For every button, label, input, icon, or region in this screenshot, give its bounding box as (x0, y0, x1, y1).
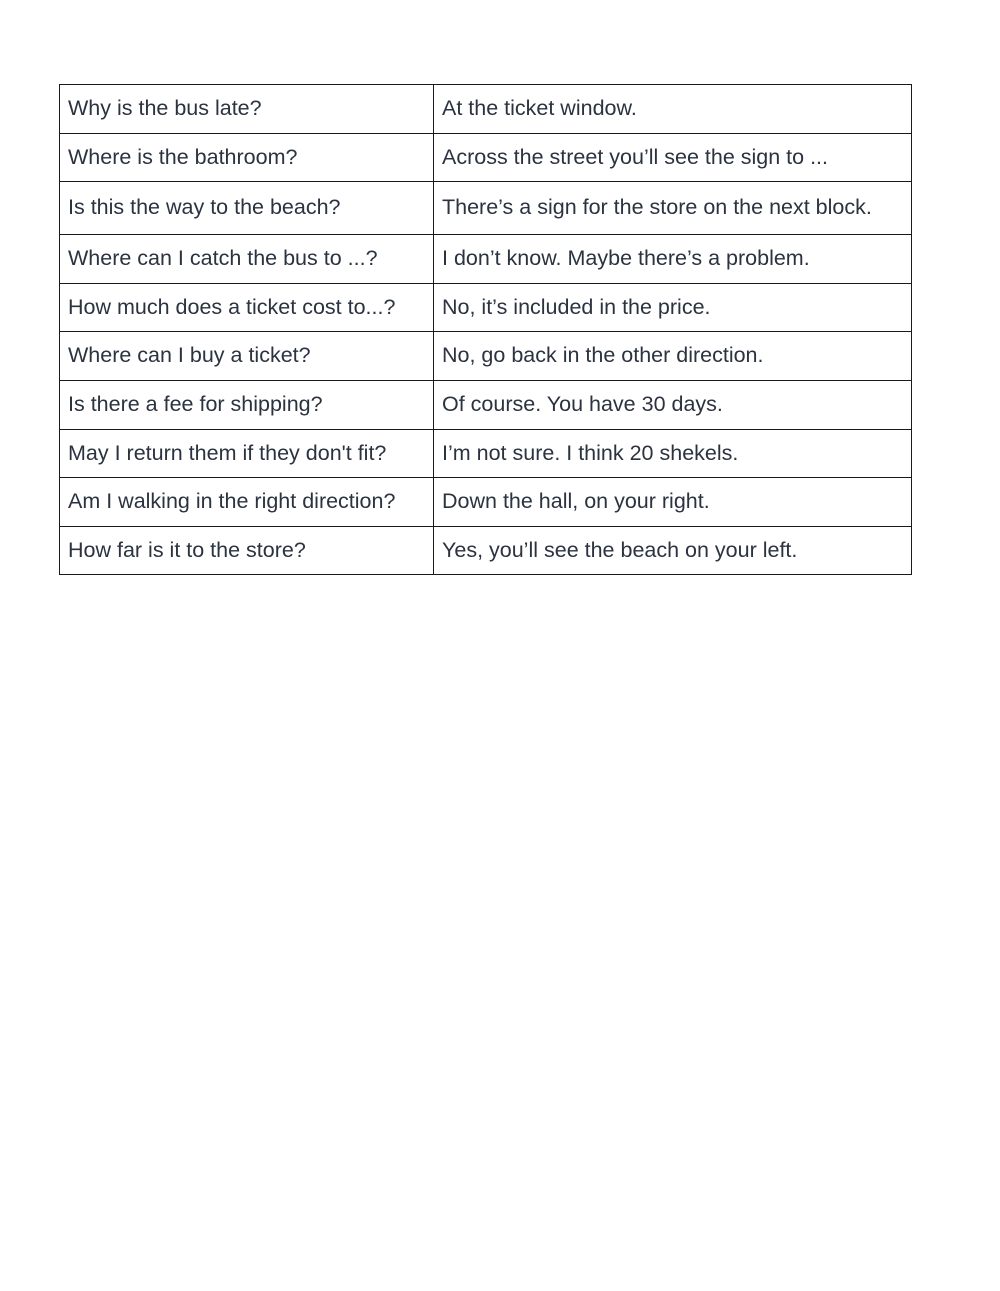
answer-cell: Across the street you’ll see the sign to ... (434, 133, 912, 182)
answer-cell: I’m not sure. I think 20 shekels. (434, 429, 912, 478)
question-cell: How much does a ticket cost to...? (60, 283, 434, 332)
answer-cell: Yes, you’ll see the beach on your left. (434, 526, 912, 575)
answer-cell: I don’t know. Maybe there’s a problem. (434, 235, 912, 284)
question-cell: Is this the way to the beach? (60, 182, 434, 235)
table-row (60, 526, 912, 575)
question-cell: Why is the bus late? (60, 85, 434, 134)
answer-cell: No, go back in the other direction. (434, 332, 912, 381)
table-row (60, 133, 912, 182)
answer-cell: No, it’s included in the price. (434, 283, 912, 332)
table-row (60, 283, 912, 332)
table-row (60, 380, 912, 429)
table-row (60, 85, 912, 134)
table-row (60, 182, 912, 235)
question-cell: Is there a fee for shipping? (60, 380, 434, 429)
question-cell: Where can I buy a ticket? (60, 332, 434, 381)
table-row (60, 478, 912, 527)
question-cell: Am I walking in the right direction? (60, 478, 434, 527)
question-cell: Where can I catch the bus to ...? (60, 235, 434, 284)
answer-cell: Down the hall, on your right. (434, 478, 912, 527)
question-cell: Where is the bathroom? (60, 133, 434, 182)
question-cell: May I return them if they don't fit? (60, 429, 434, 478)
answer-cell: There’s a sign for the store on the next block. (434, 182, 912, 235)
answer-cell: At the ticket window. (434, 85, 912, 134)
answer-cell: Of course. You have 30 days. (434, 380, 912, 429)
matching-table (59, 84, 912, 575)
table-row (60, 235, 912, 284)
table-row (60, 332, 912, 381)
question-cell: How far is it to the store? (60, 526, 434, 575)
table-row (60, 429, 912, 478)
